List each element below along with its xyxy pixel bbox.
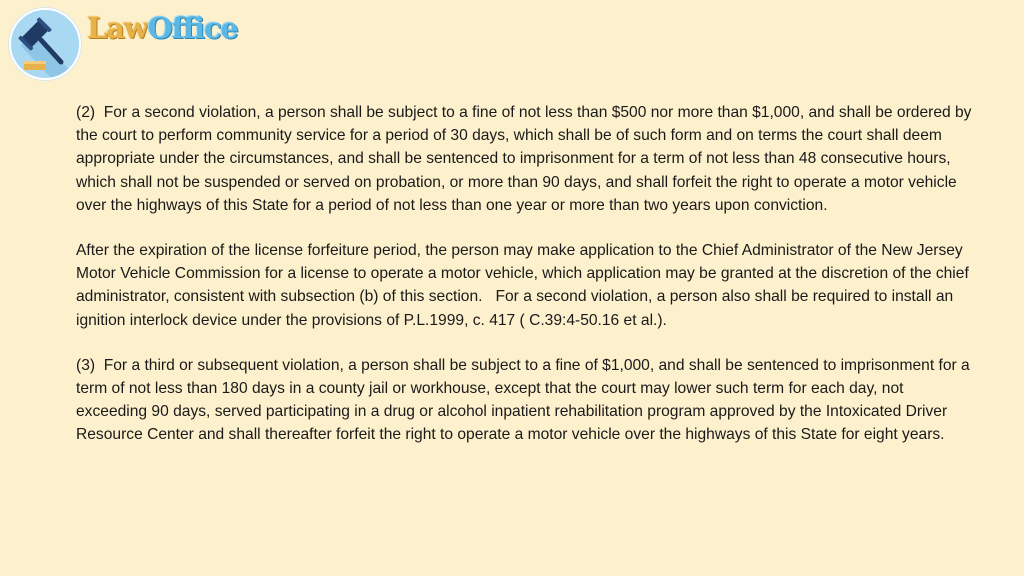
paragraph-third-violation: (3) For a third or subsequent violation, a person shall be subject to a fine of $1,000, and shall be sentenced to imprisonment for a term of not less than 180 days in a county jail or workhouse, except that the court may lower such term for each day, not exceeding 90 days, served participating in a drug or alcohol inpatient rehabilitation program approved by the Intoxicated Driver Resource Center and shall thereafter forfeit the right to operate a motor vehicle over the highways of this State for eight years. [76,356,975,444]
paragraph-license-forfeiture: After the expiration of the license forfeiture period, the person may make application to the Chief Administrator of the New Jersey Motor Vehicle Commission for a license to operate a motor vehicle, which application may be granted at the discretion of the chief administrator, consistent with subsection (b) of this section. For a second violation, a person also shall be required to install an ignition interlock device under the provisions of P.L.1999, c. 417 ( C.39:4-50.16 et al.). [76,242,974,329]
logo [9,8,81,80]
title-word-office: Office [147,11,238,45]
gavel-icon [11,10,79,78]
paragraph-second-violation: (2) For a second violation, a person shall be subject to a fine of not less than $500 nor more than $1,000, and shall be ordered by the court to perform community service for a period of 30 days, which shall be of such form and on terms the court shall deem appropriate under the circumstances, and shall be sentenced to imprisonment for a term of not less than 48 consecutive hours, which shall not be suspended or served on probation, or more than 90 days, and shall forfeit the right to operate a motor vehicle over the highways of this State for a period of not less than one year or more than two years upon conviction. [76,104,976,214]
title-word-law: Law [87,11,148,45]
page-title [87,8,238,48]
body-text [76,101,976,469]
